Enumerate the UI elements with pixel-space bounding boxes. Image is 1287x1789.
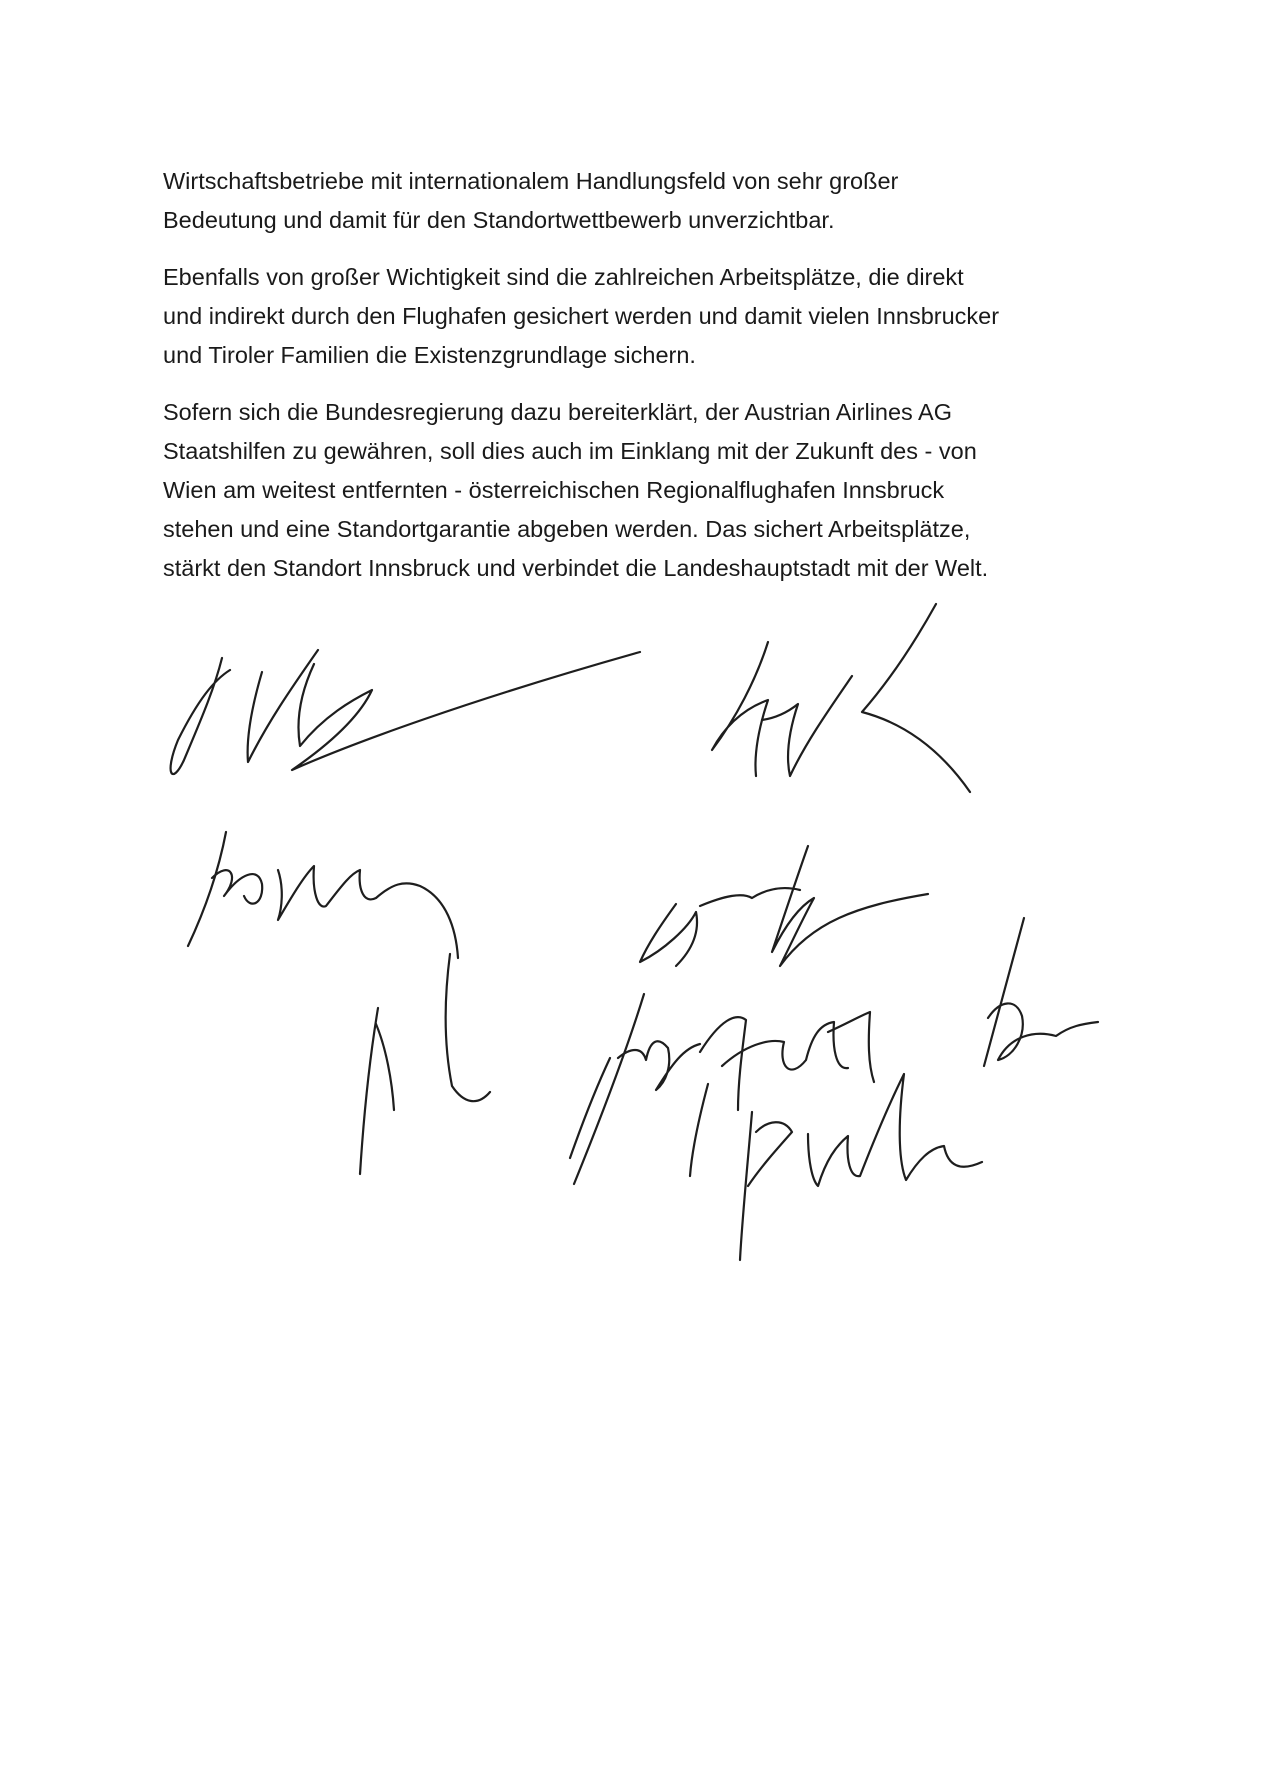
signature-5 bbox=[360, 954, 490, 1174]
signature-4 bbox=[640, 846, 928, 966]
signature-1 bbox=[171, 650, 640, 774]
body-text bbox=[163, 162, 1107, 606]
signature-3 bbox=[188, 832, 458, 958]
signature-7 bbox=[984, 918, 1098, 1066]
paragraph-1: Wirtschaftsbetriebe mit internationalem Handlungsfeld von sehr großer Bedeutung und damit für den Standortwettbewerb unverzichtbar. bbox=[163, 168, 899, 233]
signature-2 bbox=[712, 604, 970, 792]
signature-8 bbox=[740, 1074, 982, 1260]
paragraph-2: Ebenfalls von großer Wichtigkeit sind die zahlreichen Arbeitsplätze, die direkt und indirekt durch den Flughafen gesichert werden und damit vielen Innsbrucker und Tiroler Familien die Existenzgrundlage sichern. bbox=[163, 264, 1000, 368]
paragraph-3: Sofern sich die Bundesregierung dazu bereiterklärt, der Austrian Airlines AG Staatshilfen zu gewähren, soll dies auch im Einklang mit der Zukunft des - von Wien am weitest entfernten - österreichischen Regionalflughafen Innsbruck stehen und eine Standortgarantie abgeben werden. Das sichert Arbeitsplätze, stärkt den Standort Innsbruck und verbindet die Landeshauptstadt mit der Welt. bbox=[163, 399, 989, 581]
signature-6 bbox=[570, 994, 874, 1184]
